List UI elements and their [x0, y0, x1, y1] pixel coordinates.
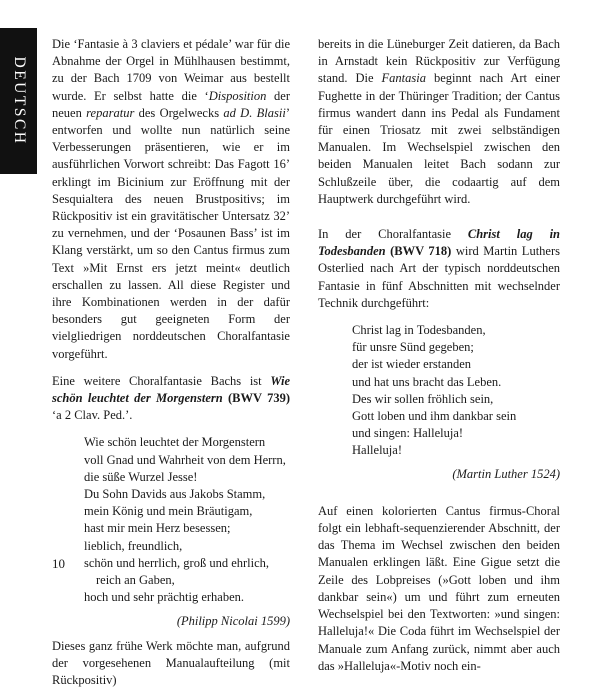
poem-morgenstern	[52, 434, 290, 606]
poem-line: Halleluja!	[352, 443, 402, 458]
poem-line: lieblich, freundlich,	[84, 538, 183, 553]
poem-line: hast mir mein Herz besessen;	[84, 521, 231, 536]
poem-line: Du Sohn Davids aus Jakobs Stamm,	[84, 487, 266, 502]
right-column	[318, 36, 560, 685]
language-tab-label: DEUTSCH	[10, 56, 28, 146]
poem-line: mein König und mein Bräutigam,	[84, 504, 253, 519]
poem-line: Des wir sollen fröhlich sein,	[352, 391, 494, 406]
paragraph-fantasie: Die ‘Fantasie à 3 claviers et pédale’ war für die Abnahme der Orgel in Mühlhausen bestimmt, zu der Bach 1709 von Weimar aus bestellt wurde. Er selbst hatte die ‘Disposition der neuen reparatur des Orgelwecks ad D. Blasii’ entworfen und wollte nun natürlich seine Verbesserungen präsentieren, wie er im ausführlichen Vorwort schreibt: Das Fagott 16’ erklingt im Bicinium zur Eröffnung mit der Sesquialtera des neuen Brustpositivs; im Rückpositiv ist ein gravitätischer Untersatz 32’ zu vernehmen, und der ‘Posaunen Bass’ ist im Klang verstärkt, um so den Cantus firmus zum Text »Mit Ernst ers jetzt meint« deutlich erschallen zu lassen. All diese Register und ihre Kombinationen werden in der dafür besonders gut geeigneten Form der vielgliedrigen norddeutschen Choralfantasie vorgeführt.	[52, 37, 291, 361]
poem-line: Gott loben und ihm dankbar sein	[352, 409, 517, 424]
poem-line: die süße Wurzel Jesse!	[84, 469, 198, 484]
poem-line: und singen: Halleluja!	[352, 426, 464, 441]
poem-line: Christ lag in Todesbanden,	[352, 323, 486, 338]
poem-line: schön und herrlich, groß und ehrlich,	[84, 555, 270, 570]
poem-line: hoch und sehr prächtig erhaben.	[84, 590, 245, 605]
poem-line: voll Gnad und Wahrheit von dem Herrn,	[84, 452, 286, 467]
paragraph-lueneburg: bereits in die Lüneburger Zeit datieren, da Bach in Arnstadt kein Rückpositiv zur Verfügung stand. Die Fantasia beginnt nach Art einer Fughette in der Thüringer Tradition; der Cantus firmus wandert dann ins Pedal als Fundament für einen Triosatz mit zwei selbständigen Manualen. Im Wechselspiel zwischen den beiden Manualen leitet Bach sodann zur Schlußzeile über, die codaartig auf dem Hauptwerk durchgeführt wird.	[318, 37, 561, 206]
attribution-luther: (Martin Luther 1524)	[452, 466, 560, 481]
paragraph-christ-lag-intro: In der Choralfantasie Christ lag in Todesbanden (BWV 718) wird Martin Luthers Osterlied nach Art der typisch norddeutschen Fantasie in fünf Abschnitten mit wechselnder Technik durchgeführt:	[318, 227, 560, 310]
poem-line: der ist wieder erstanden	[352, 357, 472, 372]
attribution-nicolai: (Philipp Nicolai 1599)	[176, 613, 290, 628]
paragraph-coloured-choral: Auf einen kolorierten Cantus firmus-Choral folgt ein lebhaft-sequenzierender Abschnitt, der das Thema im Wechsel zwischen den beiden Manualen erklingen läßt. Eine Gigue setzt die Zeile des Lobpreises (»Gott loben und ihm dankbar sein«) um und führt zum erneuten Wechselspiel bei den Textworten: »und singen: Halleluja!« Die Coda führt im Wechselspiel der Manuale zum Anfang zurück, nimmt aber auch das »Halleluja«-Motiv noch ein-	[318, 503, 560, 673]
poem-christ-lag	[318, 322, 560, 460]
paragraph-morgenstern-intro: Eine weitere Choralfantasie Bachs ist Wie schön leuchtet der Morgenstern (BWV 739) ‘a 2 Clav. Ped.’.	[52, 373, 290, 423]
page-number: 10	[52, 556, 65, 571]
left-column	[52, 36, 290, 699]
poem-line: und hat uns bracht das Leben.	[352, 374, 502, 389]
paragraph-early-work: Dieses ganz frühe Werk möchte man, aufgrund der vorgesehenen Manualaufteilung (mit Rückpositiv)	[52, 638, 290, 688]
language-tab	[0, 28, 37, 174]
poem-line: Wie schön leuchtet der Morgenstern	[84, 435, 266, 450]
poem-line: reich an Gaben,	[96, 573, 175, 588]
poem-line: für unsre Sünd gegeben;	[352, 340, 474, 355]
